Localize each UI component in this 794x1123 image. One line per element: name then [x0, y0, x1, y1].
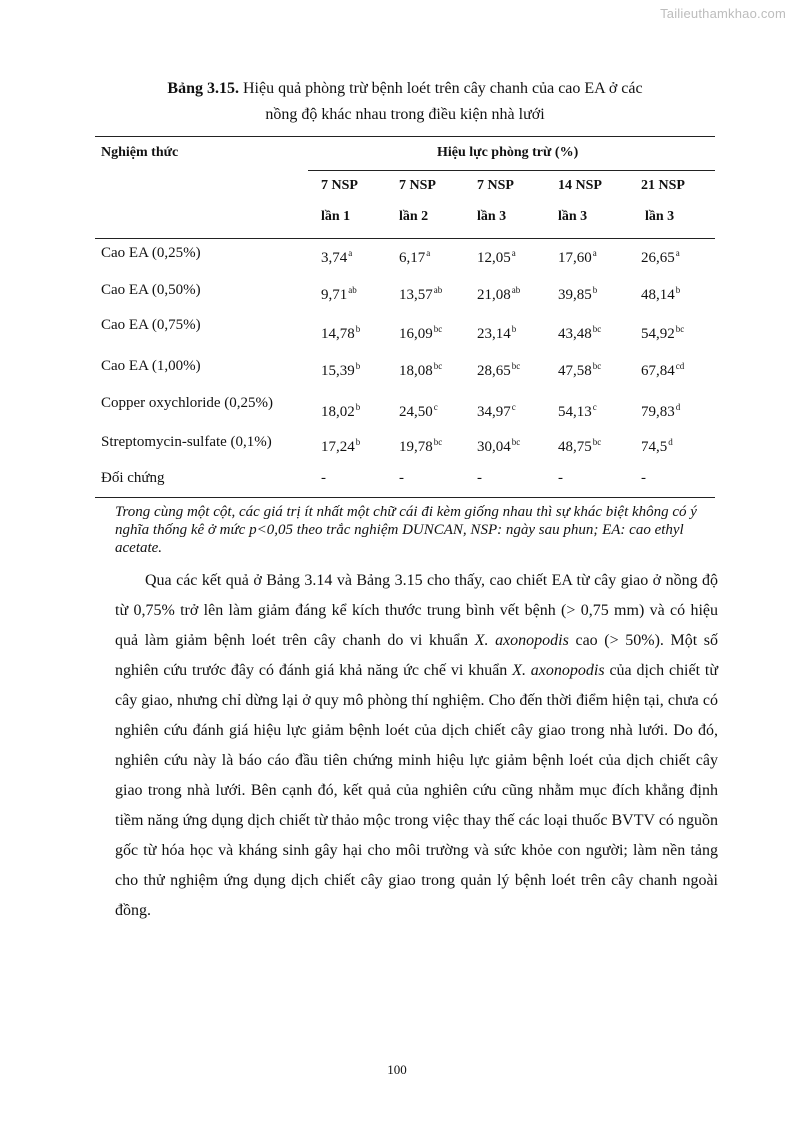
table-cell — [399, 281, 442, 304]
cell-value: - — [558, 470, 563, 486]
significance-letter: bc — [592, 437, 602, 447]
cell-value: - — [399, 470, 404, 486]
table-bottom-rule — [95, 497, 715, 498]
caption-line-1: Hiệu quả phòng trừ bệnh loét trên cây chanh của cao EA ở các — [242, 80, 643, 97]
table-caption — [95, 76, 715, 128]
table-cell — [641, 320, 684, 343]
table-top-rule — [95, 136, 715, 137]
column-header-top: 14 NSP — [558, 178, 602, 193]
significance-letter: a — [675, 248, 680, 258]
cell-value: 34,97 — [477, 404, 511, 420]
table-cell — [641, 469, 646, 487]
cell-value: 24,50 — [399, 404, 433, 420]
significance-letter: bc — [433, 437, 443, 447]
significance-letter: b — [675, 285, 681, 295]
cell-value: 13,57 — [399, 287, 433, 303]
species-name-2: X. axonopodis — [512, 662, 605, 679]
table-cell — [558, 281, 597, 304]
column-header-bottom: lần 1 — [321, 209, 351, 224]
cell-value: 30,04 — [477, 439, 511, 455]
cell-value: 15,39 — [321, 363, 355, 379]
cell-value: 17,24 — [321, 439, 355, 455]
table-cell — [477, 281, 520, 304]
table-cell — [399, 244, 430, 267]
significance-letter: c — [592, 402, 597, 412]
table-cell — [641, 281, 680, 304]
cell-value: 6,17 — [399, 250, 426, 266]
column-header-bottom: lần 3 — [558, 209, 588, 224]
table-cell — [477, 398, 516, 421]
row-treatment-name: Streptomycin-sulfate (0,1%) — [101, 434, 272, 450]
table-cell — [558, 244, 597, 267]
cell-value: 48,75 — [558, 439, 592, 455]
significance-letter: b — [355, 437, 361, 447]
cell-value: - — [641, 470, 646, 486]
table-cell — [321, 357, 360, 380]
significance-letter: a — [592, 248, 597, 258]
table-note: Trong cùng một cột, các giá trị ít nhất một chữ cái đi kèm giống nhau thì sự khác biệt không có ý nghĩa thống kê ở mức p<0,05 theo trắc nghiệm DUNCAN, NSP: ngày sau phun; EA: cao ethyl acetate. — [115, 504, 697, 556]
significance-letter: b — [511, 324, 517, 334]
row-treatment-name: Cao EA (0,25%) — [101, 245, 201, 261]
cell-value: 48,14 — [641, 287, 675, 303]
table-cell — [321, 320, 360, 343]
row-treatment-name: Đối chứng — [101, 470, 165, 486]
table-cell — [558, 469, 563, 487]
table-cell — [477, 320, 516, 343]
cell-value: 12,05 — [477, 250, 511, 266]
table-cell — [321, 469, 326, 487]
significance-letter: b — [355, 361, 361, 371]
significance-letter: c — [511, 402, 516, 412]
table-cell — [399, 320, 442, 343]
cell-value: 9,71 — [321, 287, 348, 303]
significance-letter: d — [675, 402, 681, 412]
significance-letter: ab — [511, 285, 521, 295]
table-cell — [477, 357, 520, 380]
table-cell — [558, 433, 601, 456]
significance-letter: a — [511, 248, 516, 258]
significance-letter: b — [592, 285, 598, 295]
table-cell — [558, 398, 597, 421]
header-treatment: Nghiệm thức — [101, 145, 179, 160]
cell-value: 16,09 — [399, 326, 433, 342]
table-cell — [321, 281, 357, 304]
table-cell — [477, 469, 482, 487]
cell-value: 26,65 — [641, 250, 675, 266]
column-header-bottom: lần 3 — [477, 209, 507, 224]
cell-value: 17,60 — [558, 250, 592, 266]
column-header-top: 7 NSP — [399, 178, 436, 193]
cell-value: - — [477, 470, 482, 486]
cell-value: 23,14 — [477, 326, 511, 342]
significance-letter: bc — [592, 361, 602, 371]
significance-letter: b — [355, 324, 361, 334]
table-cell — [399, 469, 404, 487]
body-paragraph — [115, 566, 718, 926]
significance-letter: bc — [511, 437, 521, 447]
table-header-rule — [95, 238, 715, 239]
significance-letter: ab — [433, 285, 443, 295]
caption-label: Bảng 3.15. — [167, 80, 239, 97]
cell-value: 39,85 — [558, 287, 592, 303]
column-header-top: 7 NSP — [321, 178, 358, 193]
cell-value: 67,84 — [641, 363, 675, 379]
cell-value: 54,13 — [558, 404, 592, 420]
page-number: 100 — [387, 1062, 407, 1077]
paragraph-text-3: của dịch chiết từ cây giao, nhưng chỉ dừng lại ở quy mô phòng thí nghiệm. Cho đến thời điểm hiện tại, chưa có nghiên cứu đánh giá hiệu lực giảm bệnh loét của dịch chiết cây giao trong nhà lưới. Do đó, nghiên cứu này là báo cáo đầu tiên chứng minh hiệu lực giảm bệnh loét của dịch chiết cây giao trong nhà lưới. Bên cạnh đó, kết quả của nghiên cứu cũng nhằm mục đích khẳng định tiềm năng ứng dụng dịch chiết từ thảo mộc trong việc thay thế các loại thuốc BVTV có nguồn gốc từ hóa học và kháng sinh gây hại cho môi trường và sức khỏe con người; làm nền tảng cho thử nghiệm ứng dụng dịch chiết cây giao trong quản lý bệnh loét trên cây chanh ngoài đồng. — [115, 662, 719, 919]
significance-letter: d — [668, 437, 673, 447]
cell-value: - — [321, 470, 326, 486]
cell-value: 28,65 — [477, 363, 511, 379]
cell-value: 19,78 — [399, 439, 433, 455]
significance-letter: bc — [675, 324, 685, 334]
table-cell — [641, 244, 680, 267]
significance-letter: cd — [675, 361, 685, 371]
paragraph-text-2: cao (> 50%). Một số nghiên cứu trước đây có đánh giá khả năng ức chế vi khuẩn — [115, 632, 719, 679]
significance-letter: b — [355, 402, 361, 412]
species-name-1: X. axonopodis — [474, 632, 569, 649]
table-cell — [477, 244, 516, 267]
cell-value: 21,08 — [477, 287, 511, 303]
table-cell — [558, 320, 601, 343]
cell-value: 18,08 — [399, 363, 433, 379]
watermark: Tailieuthamkhao.com — [660, 6, 786, 21]
cell-value: 79,83 — [641, 404, 675, 420]
column-header-bottom: lần 3 — [645, 209, 675, 224]
paragraph-text-1: Qua các kết quả ở Bảng 3.14 và Bảng 3.15 cho thấy, cao chiết EA từ cây giao ở nồng độ từ 0,75% trở lên làm giảm đáng kể kích thước trung bình vết bệnh (> 0,75 mm) và có hiệu quả làm giảm bệnh loét trên cây chanh do vi khuẩn — [115, 572, 718, 649]
row-treatment-name: Cao EA (1,00%) — [101, 358, 201, 374]
table-group-rule — [308, 170, 715, 171]
cell-value: 3,74 — [321, 250, 348, 266]
significance-letter: a — [426, 248, 431, 258]
table-cell — [641, 398, 680, 421]
caption-line-2: nồng độ khác nhau trong điều kiện nhà lưới — [265, 106, 545, 123]
table-cell — [641, 433, 673, 456]
cell-value: 74,5 — [641, 439, 668, 455]
significance-letter: bc — [511, 361, 521, 371]
significance-letter: c — [433, 402, 438, 412]
table-cell — [399, 357, 442, 380]
cell-value: 18,02 — [321, 404, 355, 420]
cell-value: 14,78 — [321, 326, 355, 342]
significance-letter: bc — [592, 324, 602, 334]
significance-letter: bc — [433, 361, 443, 371]
column-header-bottom: lần 2 — [399, 209, 429, 224]
cell-value: 47,58 — [558, 363, 592, 379]
cell-value: 54,92 — [641, 326, 675, 342]
table-cell — [399, 433, 442, 456]
row-treatment-name: Copper oxychloride (0,25%) — [101, 395, 274, 411]
table-cell — [399, 398, 438, 421]
significance-letter: bc — [433, 324, 443, 334]
significance-letter: a — [348, 248, 353, 258]
table-cell — [558, 357, 601, 380]
row-treatment-name: Cao EA (0,75%) — [101, 317, 201, 333]
row-treatment-name: Cao EA (0,50%) — [101, 282, 201, 298]
table-cell — [321, 433, 360, 456]
column-header-top: 21 NSP — [641, 178, 685, 193]
table-cell — [321, 244, 352, 267]
table-cell — [641, 357, 684, 380]
cell-value: 43,48 — [558, 326, 592, 342]
column-header-top: 7 NSP — [477, 178, 514, 193]
header-group: Hiệu lực phòng trừ (%) — [437, 145, 579, 160]
significance-letter: ab — [348, 285, 357, 295]
table-cell — [321, 398, 360, 421]
table-cell — [477, 433, 520, 456]
